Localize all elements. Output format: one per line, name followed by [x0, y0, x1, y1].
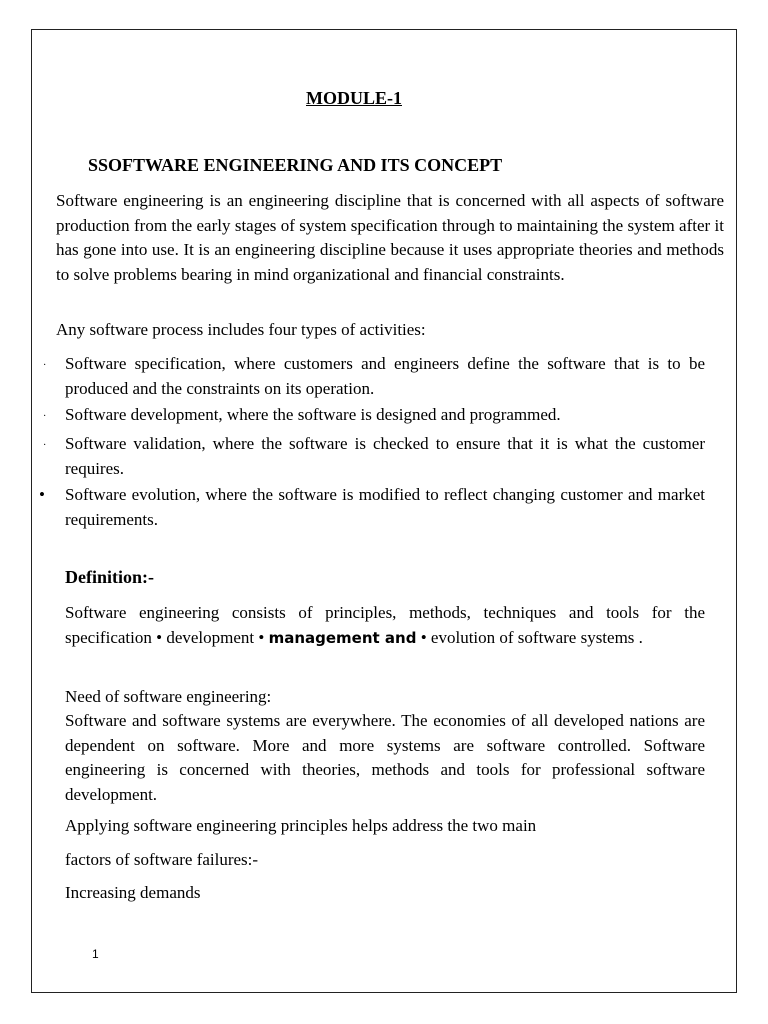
definition-part1: Software engineering consists of principles, methods, techniques and tools for the specification •: [65, 603, 705, 647]
list-item: [43, 403, 705, 428]
definition-part3: • evolution of software systems .: [420, 627, 643, 647]
bullet-icon: ·: [43, 440, 47, 451]
module-title: MODULE-1: [306, 88, 402, 108]
bullet-icon: ·: [43, 360, 47, 371]
increasing-line: Increasing demands: [65, 883, 201, 902]
activities-intro: Any software process includes four types of activities:: [56, 320, 426, 339]
main-heading: SSOFTWARE ENGINEERING AND ITS CONCEPT: [88, 155, 503, 175]
definition-part2: development •: [166, 627, 265, 647]
list-item: [39, 483, 705, 532]
list-item: [43, 352, 705, 401]
applying-line: Applying software engineering principles helps address the two main: [65, 816, 537, 835]
bullet-icon: •: [39, 485, 45, 504]
need-heading: Need of software engineering:: [65, 687, 272, 706]
definition-bold: management and: [268, 628, 417, 647]
bullet-icon: ·: [43, 411, 47, 422]
list-item-text: Software development, where the software is designed and programmed.: [65, 405, 561, 424]
need-paragraph: Software and software systems are everywhere. The economies of all developed nations are dependent on software. More and more systems are software controlled. Software engineering is concerned with theories, methods and tools for professional software development.: [65, 711, 705, 804]
definition-paragraph: [65, 601, 705, 650]
page-number: 1: [92, 947, 99, 961]
intro-paragraph: Software engineering is an engineering discipline that is concerned with all aspects of software production from the early stages of system specification through to maintaining the system after it has gone into use. It is an engineering discipline because it uses appropriate theories and methods to solve problems bearing in mind organizational and financial constraints.: [56, 191, 724, 284]
definition-heading: Definition:-: [65, 567, 154, 587]
list-item-text: Software validation, where the software is checked to ensure that it is what the customer requires.: [65, 434, 705, 478]
list-item: [43, 432, 705, 481]
list-item-text: Software specification, where customers and engineers define the software that is to be produced and the constraints on its operation.: [65, 354, 705, 398]
list-item-text: Software evolution, where the software is modified to reflect changing customer and market requirements.: [65, 485, 705, 529]
factors-line: factors of software failures:-: [65, 850, 259, 869]
